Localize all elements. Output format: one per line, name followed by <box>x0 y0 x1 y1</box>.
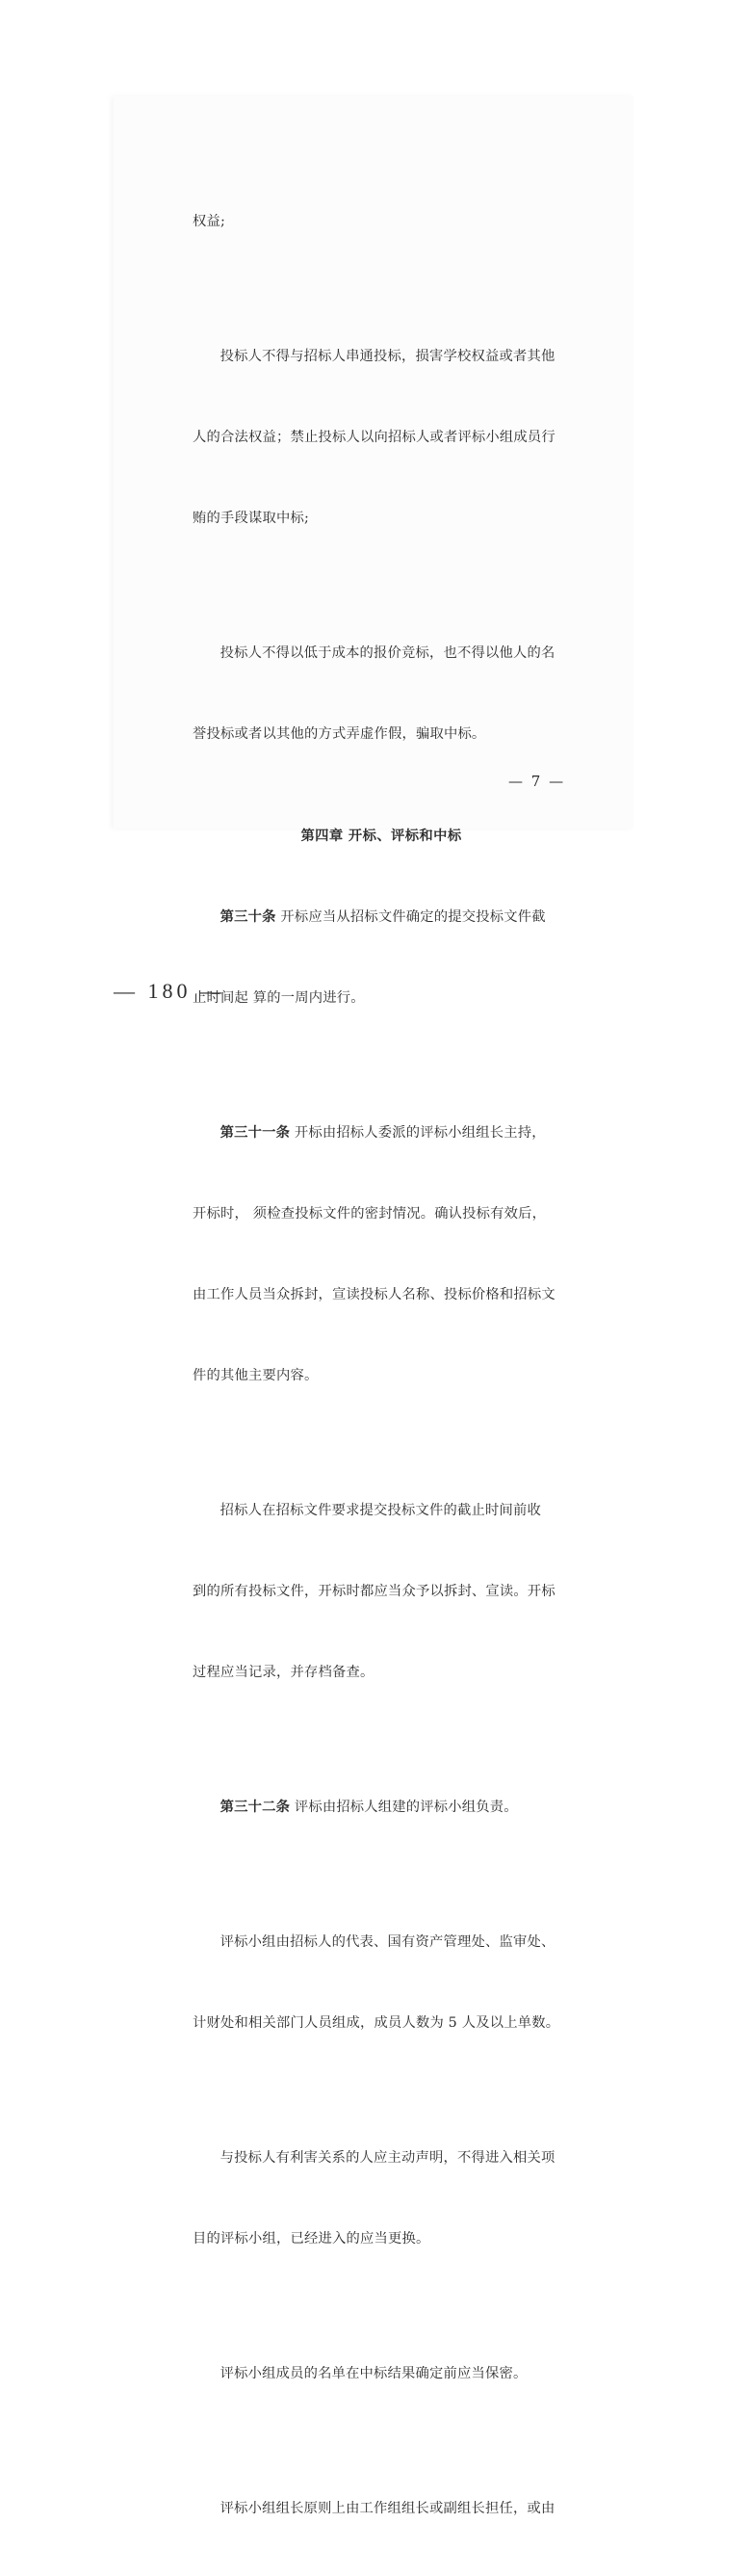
article-number: 第三十二条 <box>220 1800 291 1815</box>
article-31 <box>193 1065 570 1443</box>
text-line: 投标人不得以低于成本的报价竞标，也不得以他人的名 <box>220 645 555 661</box>
paragraph-committee-composition <box>193 1875 570 2090</box>
text-line <box>193 904 570 931</box>
text-line: 到的所有投标文件，开标时都应当众予以拆封、宣读。开标 <box>193 1584 555 1599</box>
text-line: 计财处和相关部门人员组成，成员人数为 5 人及以上单数。 <box>193 2015 560 2031</box>
inner-page-number: — 7 — <box>508 773 566 790</box>
text-line: 止时间起 算的一周内进行。 <box>193 990 365 1006</box>
paragraph-no-collusion <box>193 289 570 586</box>
text-line: 评标小组组长原则上由工作组组长或副组长担任，或由 <box>220 2501 555 2516</box>
text-line: 与投标人有利害关系的人应主动声明，不得进入相关项 <box>220 2150 555 2166</box>
book-page-number: — 180 — <box>114 979 225 1003</box>
text-line: 招标人在招标文件要求提交投标文件的截止时间前收 <box>220 1503 542 1518</box>
text-line: 贿的手段谋取中标; <box>193 511 309 526</box>
text-line: 权益; <box>193 214 226 229</box>
paragraph-rights-end <box>193 154 570 289</box>
text-line: 人的合法权益；禁止投标人以向招标人或者评标小组成员行 <box>193 430 555 445</box>
text-line: 件的其他主要内容。 <box>193 1368 319 1383</box>
text-line: 评标小组成员的名单在中标结果确定前应当保密。 <box>220 2366 528 2381</box>
paragraph-no-underpricing <box>193 586 570 802</box>
text-line: 目的评标小组，已经进入的应当更换。 <box>193 2231 430 2247</box>
article-30 <box>193 850 570 1065</box>
article-text: 开标由招标人委派的评标小组组长主持， <box>290 1125 546 1141</box>
article-number: 第三十一条 <box>220 1125 291 1141</box>
text-line <box>193 1794 570 1821</box>
document-body <box>193 154 570 2576</box>
text-line: 由工作人员当众拆封，宣读投标人名称、投标价格和招标文 <box>193 1287 555 1302</box>
article-text: 开标应当从招标文件确定的提交投标文件截 <box>275 909 546 925</box>
paragraph-conflict-of-interest <box>193 2090 570 2306</box>
article-number: 第三十条 <box>220 909 276 925</box>
chapter-title: 第四章 开标、评标和中标 <box>300 828 462 844</box>
article-32 <box>193 1740 570 1875</box>
text-line: 投标人不得与招标人串通投标，损害学校权益或者其他 <box>220 349 555 364</box>
text-line: 过程应当记录，并存档备查。 <box>193 1665 374 1680</box>
text-line: 誉投标或者以其他的方式弄虚作假，骗取中标。 <box>193 726 486 742</box>
text-line <box>193 1119 570 1146</box>
text-line: 评标小组由招标人的代表、国有资产管理处、监审处、 <box>220 1934 555 1950</box>
paragraph-confidentiality <box>193 2306 570 2441</box>
paragraph-committee-leader <box>193 2441 570 2576</box>
article-text: 评标由招标人组建的评标小组负责。 <box>290 1800 518 1815</box>
paragraph-opening-bids <box>193 1443 570 1740</box>
text-line: 开标时， 须检查投标文件的密封情况。确认投标有效后， <box>193 1206 547 1222</box>
